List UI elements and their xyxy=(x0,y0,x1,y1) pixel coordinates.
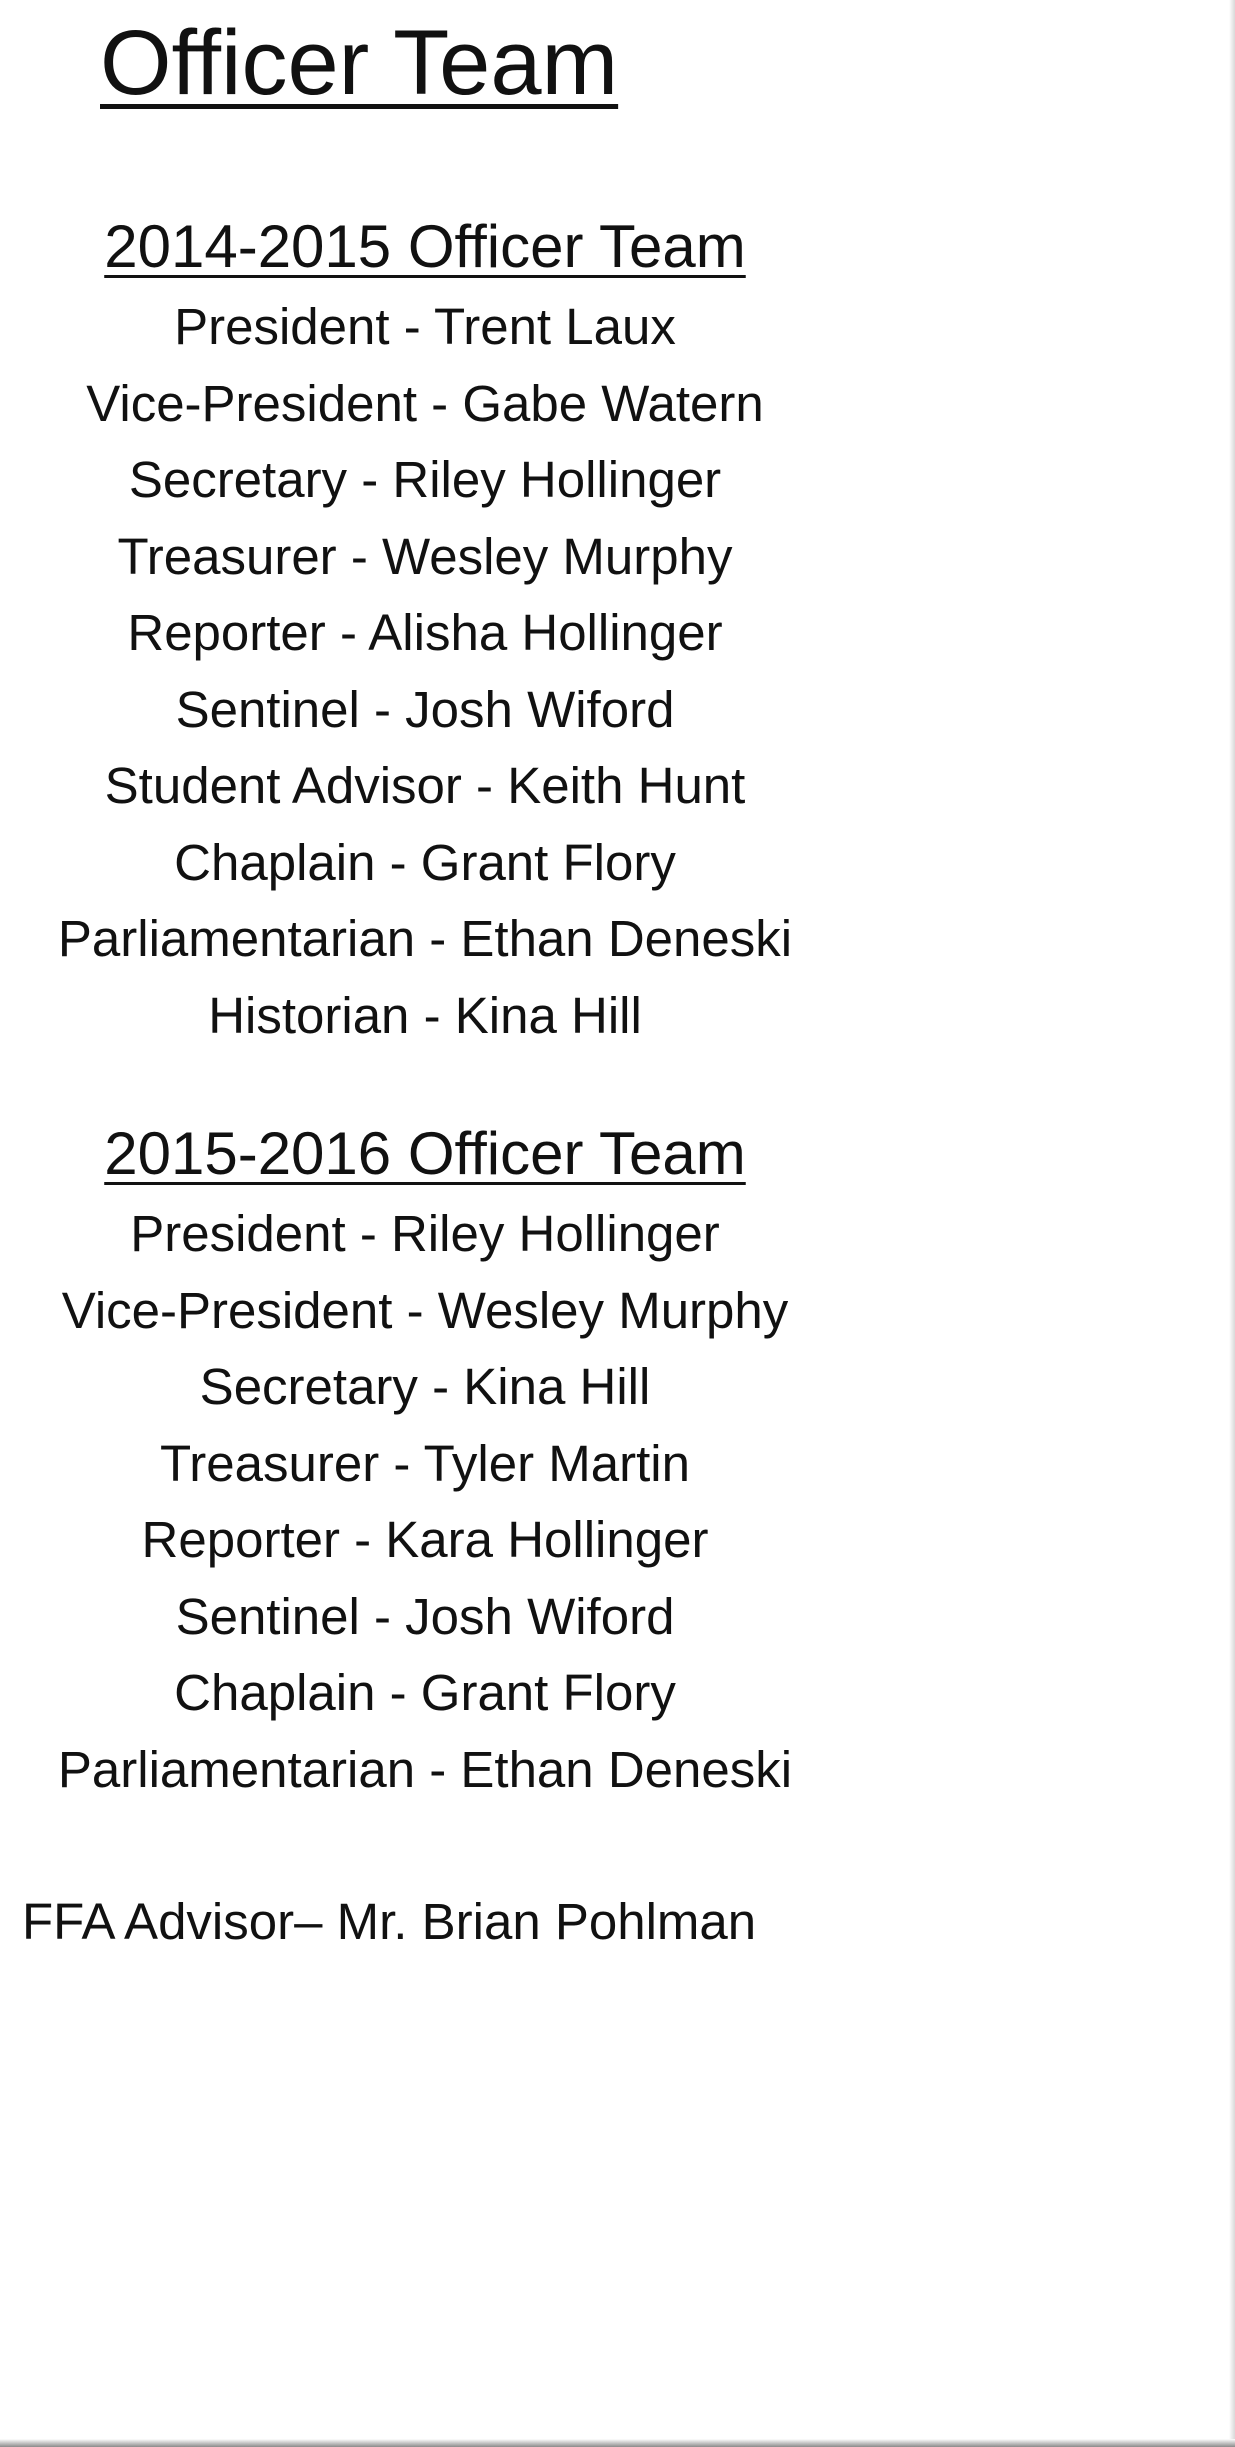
officer-line: Secretary - Kina Hill xyxy=(199,1358,651,1415)
officer-line: Sentinel - Josh Wiford xyxy=(175,1587,675,1645)
officer-line: Reporter - Alisha Hollinger xyxy=(127,604,723,661)
officer-line: Chaplain - Grant Flory xyxy=(174,1664,676,1721)
officer-line: Student Advisor - Keith Hunt xyxy=(104,757,746,814)
officer-line: Vice-President - Wesley Murphy xyxy=(61,1281,789,1339)
officer-line: Chaplain - Grant Flory xyxy=(174,833,676,891)
scan-right-edge-shadow xyxy=(1229,0,1235,2447)
scan-bottom-edge-shadow xyxy=(0,2439,1235,2447)
page-title: Officer Team xyxy=(100,12,619,114)
document-content xyxy=(0,205,850,1960)
officer-line: Vice-President - Gabe Watern xyxy=(86,374,764,432)
section-title-2015-2016: 2015-2016 Officer Team xyxy=(104,1120,746,1187)
officer-line: Treasurer - Wesley Murphy xyxy=(117,527,733,585)
officer-line: Parliamentarian - Ethan Deneski xyxy=(57,910,793,967)
officer-list-2015-2016 xyxy=(0,1196,850,1808)
officer-line: Treasurer - Tyler Martin xyxy=(160,1434,690,1492)
officer-line: President - Riley Hollinger xyxy=(130,1205,720,1262)
officer-line: Secretary - Riley Hollinger xyxy=(128,451,722,508)
ffa-advisor-line: FFA Advisor– Mr. Brian Pohlman xyxy=(22,1893,757,1950)
officer-list-2014-2015 xyxy=(0,289,850,1054)
section-title-2014-2015: 2014-2015 Officer Team xyxy=(104,213,746,280)
officer-team-2014-2015-section xyxy=(0,205,850,1054)
officer-line: Historian - Kina Hill xyxy=(208,986,642,1044)
section-spacer xyxy=(0,1054,850,1112)
officer-line: President - Trent Laux xyxy=(174,298,676,355)
officer-line: Parliamentarian - Ethan Deneski xyxy=(57,1740,793,1798)
officer-team-2015-2016-section xyxy=(0,1112,850,1808)
officer-line: Sentinel - Josh Wiford xyxy=(175,680,675,738)
officer-line: Reporter - Kara Hollinger xyxy=(141,1511,709,1568)
